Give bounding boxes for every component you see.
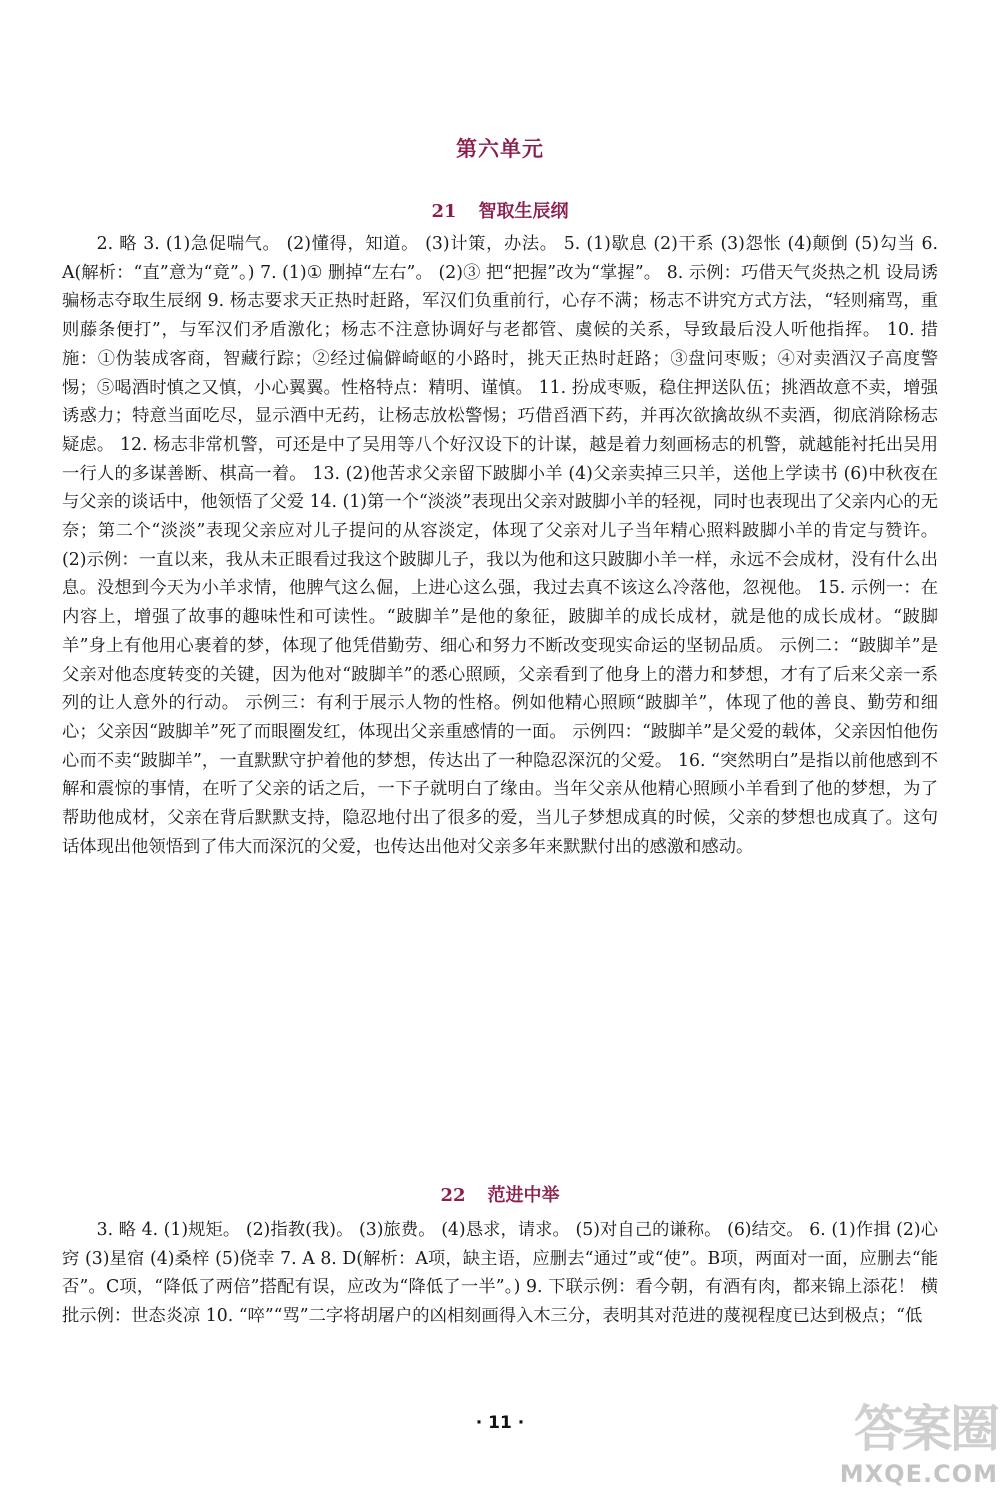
section-name: 智取生辰纲	[478, 201, 569, 222]
watermark-logo	[808, 1398, 998, 1496]
section-name: 范进中举	[487, 1185, 560, 1206]
section-title-21	[0, 197, 1000, 223]
section-body-22: 3. 略 4. (1)规矩。 (2)指教(我)。 (3)旅费。 (4)恳求，请求。 (5)对自己的谦称。 (6)结交。 6. (1)作揖 (2)心窍 (3)星宿 (4)桑梓 (5)侥幸 7. A 8. D(解析：A项，缺主语，应删去“通过”或“使”。B项，两面对一面，应删去“能否”。C项，“降低了两倍”搭配有误，应改为“降低了一半”。) 9. 下联示例：看今朝，有酒有肉，都来锦上添花！ 横批示例：世态炎凉 10. “啐”“骂”二字将胡屠户的凶相刻画得入木三分，表明其对范进的蔑视程度已达到极点；“低	[62, 1220, 938, 1327]
unit-title: 第六单元	[456, 136, 544, 161]
section-number: 22	[440, 1185, 466, 1206]
watermark-logo-text: 答案圈	[854, 1400, 998, 1458]
section-title-22	[0, 1181, 1000, 1207]
page-number: · 11 ·	[475, 1413, 525, 1433]
watermark-domain: MXQE.COM	[839, 1460, 998, 1488]
section-body-21: 2. 略 3. (1)急促喘气。 (2)懂得，知道。 (3)计策，办法。 5. (1)歇息 (2)干系 (3)怨怅 (4)颠倒 (5)勾当 6. A(解析：“直”意为“竟”。) 7. (1)① 删掉“左右”。 (2)③ 把“把握”改为“掌握”。 8. 示例：巧借天气炎热之机 设局诱骗杨志夺取生辰纲 9. 杨志要求天正热时赶路，军汉们负重前行，心存不满；杨志不讲究方式方法，“轻则痛骂，重则藤条便打”，与军汉们矛盾激化；杨志不注意协调好与老都管、虞候的关系，导致最后没人听他指挥。 10. 措施：①伪装成客商，智藏行踪；②经过偏僻崎岖的小路时，挑天正热时赶路；③盘问枣贩；④对卖酒汉子高度警惕；⑤喝酒时慎之又慎，小心翼翼。性格特点：精明、谨慎。 11. 扮成枣贩，稳住押送队伍；挑酒故意不卖，增强诱惑力；特意当面吃尽，显示酒中无药，让杨志放松警惕；巧借舀酒下药，并再次欲擒故纵不卖酒，彻底消除杨志疑虑。 12. 杨志非常机警，可还是中了吴用等八个好汉设下的计谋，越是着力刻画杨志的机警，就越能衬托出吴用一行人的多谋善断、棋高一着。 13. (2)他苦求父亲留下跛脚小羊 (4)父亲卖掉三只羊，送他上学读书 (6)中秋夜在与父亲的谈话中，他领悟了父爱 14. (1)第一个“淡淡”表现出父亲对跛脚小羊的轻视，同时也表现出了父亲内心的无奈；第二个“淡淡”表现父亲应对儿子提问的从容淡定，体现了父亲对儿子当年精心照料跛脚小羊的肯定与赞许。 (2)示例：一直以来，我从未正眼看过我这个跛脚儿子，我以为他和这只跛脚小羊一样，永远不会成材，没有什么出息。没想到今天为小羊求情，他脾气这么倔，上进心这么强，我过去真不该这么冷落他，忽视他。 15. 示例一：在内容上，增强了故事的趣味性和可读性。“跛脚羊”是他的象征，跛脚羊的成长成材，就是他的成长成材。“跛脚羊”身上有他用心裹着的梦，体现了他凭借勤劳、细心和努力不断改变现实命运的坚韧品质。 示例二：“跛脚羊”是父亲对他态度转变的关键，因为他对“跛脚羊”的悉心照顾，父亲看到了他身上的潜力和梦想，才有了后来父亲一系列的让人意外的行动。 示例三：有利于展示人物的性格。例如他精心照顾“跛脚羊”，体现了他的善良、勤劳和细心；父亲因“跛脚羊”死了而眼圈发红，体现出父亲重感情的一面。 示例四：“跛脚羊”是父爱的载体，父亲因怕他伤心而不卖“跛脚羊”，一直默默守护着他的梦想，传达出了一种隐忍深沉的父爱。 16. “突然明白”是指以前他感到不解和震惊的事情，在听了父亲的话之后，一下子就明白了缘由。当年父亲从他精心照顾小羊看到了他的梦想，为了帮助他成材，父亲在背后默默支持，隐忍地付出了很多的爱，当儿子梦想成真的时候，父亲的梦想也成真了。这句话体现出他领悟到了伟大而深沉的父爱，也传达出他对父亲多年来默默付出的感激和感动。	[62, 234, 938, 857]
section-number: 21	[431, 201, 457, 222]
